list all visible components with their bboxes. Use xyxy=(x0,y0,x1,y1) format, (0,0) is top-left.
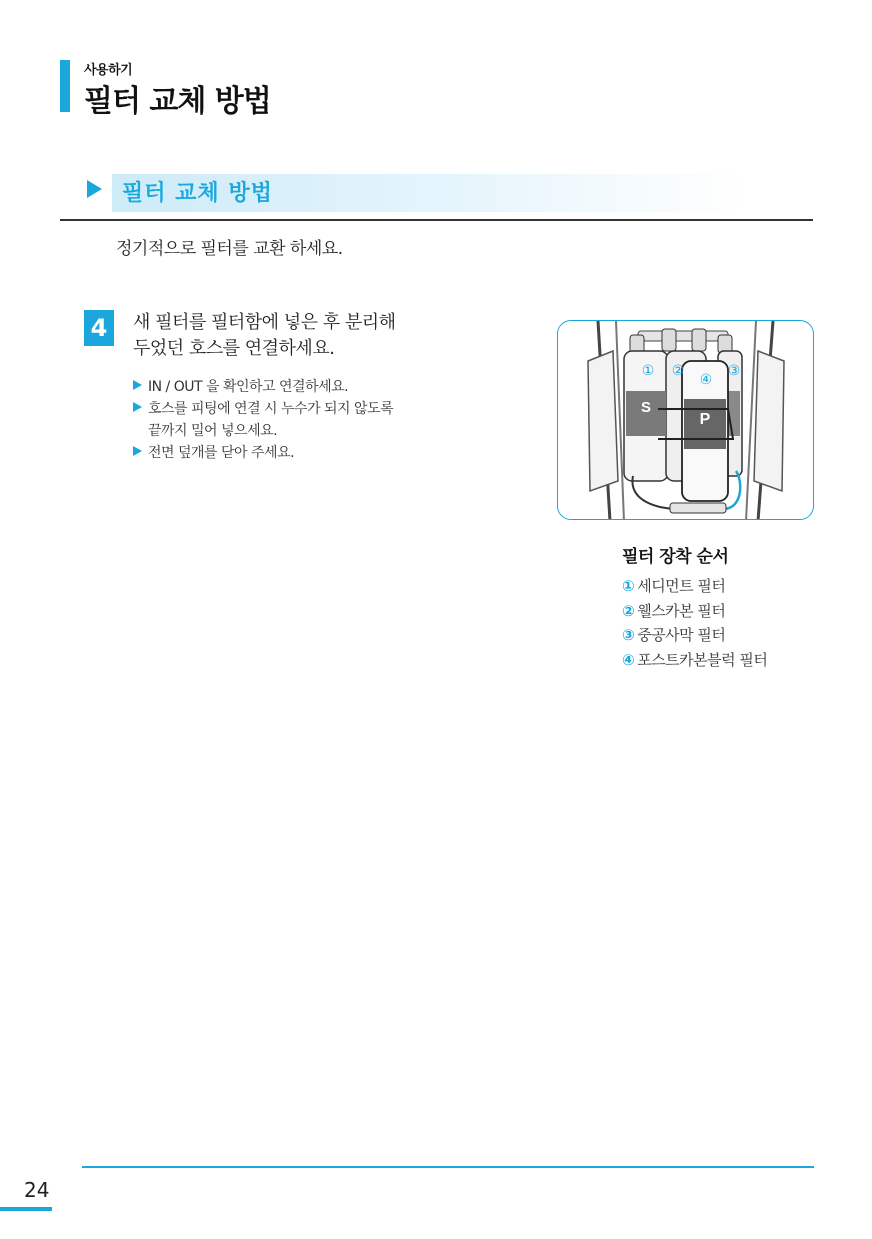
caption-item-number: ③ xyxy=(622,626,635,644)
step-line: 새 필터를 필터함에 넣은 후 분리해 xyxy=(133,312,396,333)
filter-letter-p: P xyxy=(699,411,711,428)
bullet-arrow-icon xyxy=(133,402,142,412)
step-instruction xyxy=(133,310,396,362)
caption-item-text: 포스트카본블럭 필터 xyxy=(637,650,768,669)
section-intro: 정기적으로 필터를 교환 하세요. xyxy=(116,239,343,259)
page-number: 24 xyxy=(24,1178,50,1202)
caption-item-number: ④ xyxy=(622,650,635,669)
section-title: 필터 교체 방법 xyxy=(122,181,273,206)
bullet-text-continued: 끝까지 밀어 넣으세요. xyxy=(148,423,278,439)
caption-item-text: 웰스카본 필터 xyxy=(637,601,726,620)
marker-2: ② xyxy=(671,363,685,379)
footer-rule xyxy=(82,1166,814,1168)
bullet-item xyxy=(133,376,393,398)
bullet-item xyxy=(133,398,393,442)
section-divider xyxy=(60,219,813,221)
step-line: 두었던 호스를 연결하세요. xyxy=(133,338,335,359)
caption-item xyxy=(622,599,767,624)
bullet-arrow-icon xyxy=(133,446,142,456)
caption-item xyxy=(622,623,767,648)
step-bullet-list xyxy=(133,376,393,464)
header-kicker: 사용하기 xyxy=(84,63,133,78)
page-number-underline xyxy=(0,1207,52,1211)
header-accent-bar xyxy=(60,60,70,112)
caption-item-number: ① xyxy=(622,577,635,595)
caption-title: 필터 장착 순서 xyxy=(622,547,729,567)
caption-item-text: 중공사막 필터 xyxy=(637,626,726,644)
bullet-text: 전면 덮개를 닫아 주세요. xyxy=(148,445,295,461)
caption-item xyxy=(622,648,767,673)
section-arrow-icon xyxy=(87,180,102,198)
bullet-item xyxy=(133,442,393,464)
caption-item xyxy=(622,574,767,599)
bullet-text: IN / OUT 을 확인하고 연결하세요. xyxy=(148,379,349,395)
filter-installation-image xyxy=(557,320,814,520)
marker-4: ④ xyxy=(699,372,713,388)
caption-item-number: ② xyxy=(622,601,635,620)
caption-item-text: 세디먼트 필터 xyxy=(637,577,726,595)
caption-list xyxy=(622,574,767,672)
filter-illustration xyxy=(558,321,813,519)
bullet-text: 호스를 피팅에 연결 시 누수가 되지 않도록 xyxy=(148,401,394,417)
filter-letter-s: S xyxy=(640,399,652,416)
marker-1: ① xyxy=(641,363,655,379)
bullet-arrow-icon xyxy=(133,380,142,390)
page-title: 필터 교체 방법 xyxy=(84,84,271,119)
step-number-badge: 4 xyxy=(84,310,114,346)
marker-3: ③ xyxy=(727,363,741,379)
